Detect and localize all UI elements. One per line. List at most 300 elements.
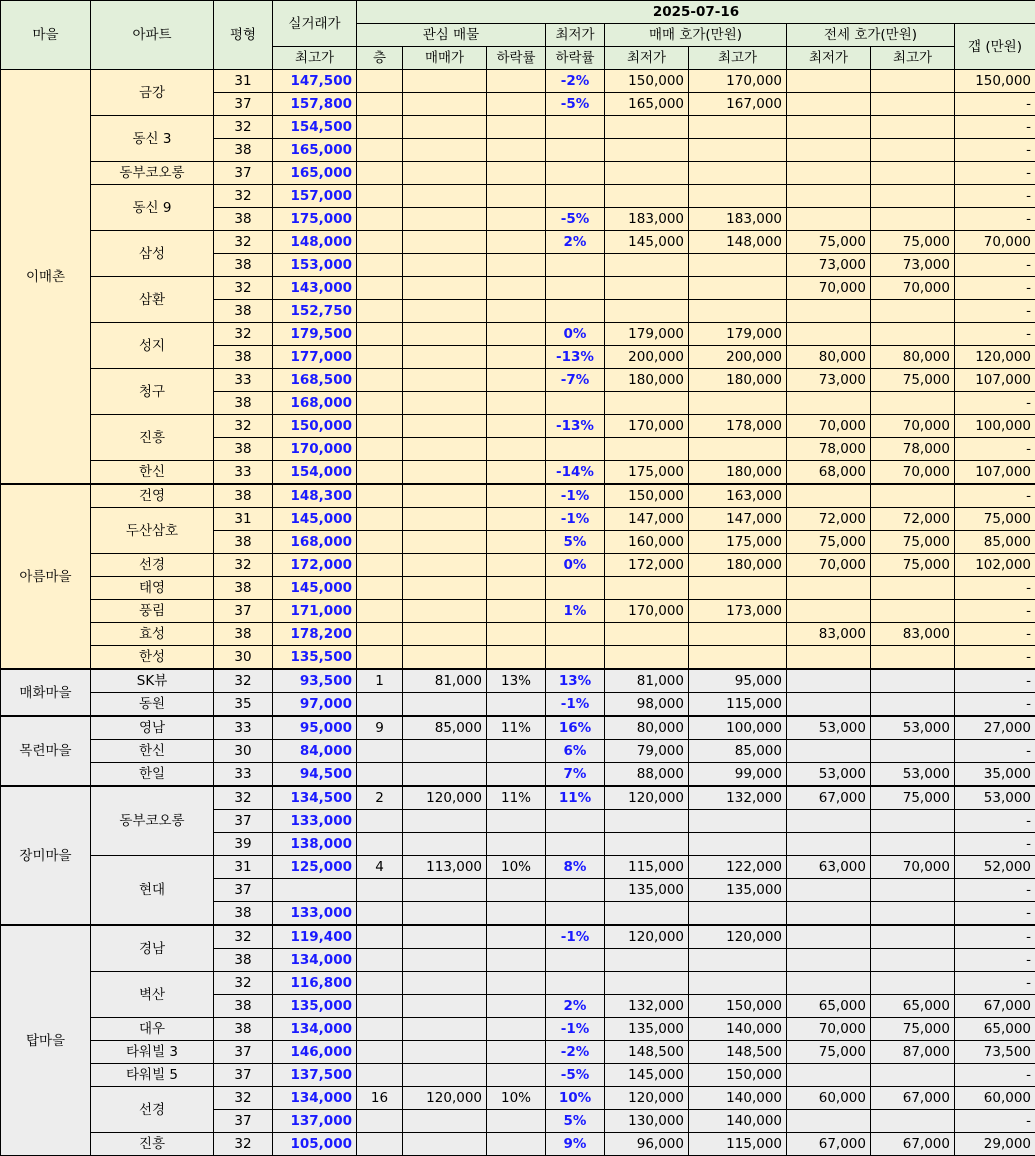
- real-trade-max-cell: 170,000: [273, 438, 357, 461]
- sale-min-cell: [605, 185, 689, 208]
- apartment-cell: 동부코오롱: [91, 786, 214, 856]
- floor-cell: [357, 392, 403, 415]
- floor-cell: [357, 461, 403, 485]
- sale-price-cell: [403, 902, 487, 926]
- apartment-cell: 영남: [91, 716, 214, 740]
- real-trade-max-cell: 154,500: [273, 116, 357, 139]
- jeonse-max-cell: 53,000: [871, 763, 955, 787]
- sale-price-cell: [403, 254, 487, 277]
- sale-min-cell: 81,000: [605, 669, 689, 693]
- sale-min-cell: [605, 833, 689, 856]
- sale-min-cell: 88,000: [605, 763, 689, 787]
- real-trade-max-cell: 97,000: [273, 693, 357, 717]
- jeonse-max-cell: 75,000: [871, 231, 955, 254]
- sale-min-cell: 135,000: [605, 1018, 689, 1041]
- table-row: [1, 116, 1035, 139]
- table-row: [1, 925, 1035, 949]
- drop-rate-cell: 11%: [487, 786, 546, 810]
- min-drop-rate-cell: [546, 254, 605, 277]
- sale-max-cell: 148,000: [689, 231, 787, 254]
- min-drop-rate-cell: [546, 810, 605, 833]
- sale-min-cell: 165,000: [605, 93, 689, 116]
- size-cell: 38: [214, 623, 273, 646]
- sale-price-cell: [403, 623, 487, 646]
- table-row: [1, 461, 1035, 485]
- min-drop-rate-cell: [546, 392, 605, 415]
- min-drop-rate-cell: [546, 277, 605, 300]
- floor-cell: [357, 554, 403, 577]
- floor-cell: [357, 231, 403, 254]
- gap-cell: 73,500: [955, 1041, 1035, 1064]
- sale-min-cell: 200,000: [605, 346, 689, 369]
- jeonse-max-cell: [871, 185, 955, 208]
- floor-cell: [357, 833, 403, 856]
- apartment-cell: 진흥: [91, 415, 214, 461]
- table-row: [1, 786, 1035, 810]
- size-cell: 32: [214, 323, 273, 346]
- sale-min-cell: 96,000: [605, 1133, 689, 1156]
- jeonse-max-cell: [871, 162, 955, 185]
- sale-price-cell: [403, 972, 487, 995]
- drop-rate-cell: [487, 1041, 546, 1064]
- size-cell: 33: [214, 461, 273, 485]
- gap-cell: -: [955, 277, 1035, 300]
- sale-min-cell: 175,000: [605, 461, 689, 485]
- jeonse-max-cell: 75,000: [871, 554, 955, 577]
- table-row: [1, 277, 1035, 300]
- header-sale-min: 최저가: [605, 47, 689, 70]
- sale-price-cell: [403, 162, 487, 185]
- jeonse-min-cell: 67,000: [787, 1133, 871, 1156]
- jeonse-max-cell: 80,000: [871, 346, 955, 369]
- gap-cell: 100,000: [955, 415, 1035, 438]
- drop-rate-cell: [487, 162, 546, 185]
- apartment-cell: 성지: [91, 323, 214, 369]
- table-row: [1, 231, 1035, 254]
- size-cell: 31: [214, 70, 273, 93]
- floor-cell: [357, 1018, 403, 1041]
- floor-cell: [357, 484, 403, 508]
- table-row: [1, 716, 1035, 740]
- size-cell: 37: [214, 1064, 273, 1087]
- jeonse-max-cell: 75,000: [871, 369, 955, 392]
- sale-max-cell: [689, 902, 787, 926]
- sale-max-cell: [689, 139, 787, 162]
- real-trade-max-cell: 119,400: [273, 925, 357, 949]
- table-row: [1, 554, 1035, 577]
- sale-price-cell: [403, 231, 487, 254]
- gap-cell: -: [955, 879, 1035, 902]
- min-drop-rate-cell: -5%: [546, 1064, 605, 1087]
- floor-cell: [357, 1133, 403, 1156]
- jeonse-max-cell: [871, 833, 955, 856]
- apartment-cell: 동원: [91, 693, 214, 717]
- header-interest-listing: 관심 매물: [357, 24, 546, 47]
- sale-max-cell: 175,000: [689, 531, 787, 554]
- sale-min-cell: 132,000: [605, 995, 689, 1018]
- sale-min-cell: 120,000: [605, 1087, 689, 1110]
- gap-cell: -: [955, 1064, 1035, 1087]
- drop-rate-cell: [487, 231, 546, 254]
- gap-cell: -: [955, 300, 1035, 323]
- gap-cell: 107,000: [955, 369, 1035, 392]
- jeonse-max-cell: [871, 70, 955, 93]
- apartment-cell: 동신 9: [91, 185, 214, 231]
- size-cell: 38: [214, 949, 273, 972]
- header-min-price-top: 최저가: [546, 24, 605, 47]
- jeonse-min-cell: [787, 323, 871, 346]
- jeonse-min-cell: [787, 740, 871, 763]
- min-drop-rate-cell: 13%: [546, 669, 605, 693]
- gap-cell: -: [955, 740, 1035, 763]
- sale-min-cell: [605, 254, 689, 277]
- floor-cell: [357, 531, 403, 554]
- apartment-cell: 금강: [91, 70, 214, 116]
- header-sale-quote: 매매 호가(만원): [605, 24, 787, 47]
- min-drop-rate-cell: -13%: [546, 415, 605, 438]
- real-trade-max-cell: 175,000: [273, 208, 357, 231]
- jeonse-max-cell: [871, 1110, 955, 1133]
- header-village: 마을: [1, 1, 91, 70]
- size-cell: 38: [214, 1018, 273, 1041]
- sale-min-cell: [605, 646, 689, 670]
- header-real-trade: 실거래가: [273, 1, 357, 47]
- jeonse-max-cell: 70,000: [871, 277, 955, 300]
- size-cell: 35: [214, 693, 273, 717]
- jeonse-min-cell: [787, 646, 871, 670]
- drop-rate-cell: [487, 139, 546, 162]
- real-trade-max-cell: 147,500: [273, 70, 357, 93]
- apartment-cell: 한일: [91, 763, 214, 787]
- drop-rate-cell: [487, 277, 546, 300]
- sale-max-cell: 135,000: [689, 879, 787, 902]
- header-jeonse-max: 최고가: [871, 47, 955, 70]
- min-drop-rate-cell: 5%: [546, 1110, 605, 1133]
- size-cell: 32: [214, 1087, 273, 1110]
- apartment-cell: 경남: [91, 925, 214, 972]
- sale-min-cell: [605, 623, 689, 646]
- real-trade-max-cell: 150,000: [273, 415, 357, 438]
- sale-max-cell: 120,000: [689, 925, 787, 949]
- table-row: [1, 484, 1035, 508]
- table-row: [1, 369, 1035, 392]
- real-trade-max-cell: 143,000: [273, 277, 357, 300]
- sale-max-cell: 132,000: [689, 786, 787, 810]
- real-trade-max-cell: 157,800: [273, 93, 357, 116]
- sale-min-cell: 145,000: [605, 1064, 689, 1087]
- jeonse-max-cell: 70,000: [871, 461, 955, 485]
- min-drop-rate-cell: -14%: [546, 461, 605, 485]
- real-trade-max-cell: 134,000: [273, 1018, 357, 1041]
- drop-rate-cell: [487, 346, 546, 369]
- real-trade-max-cell: 157,000: [273, 185, 357, 208]
- gap-cell: -: [955, 93, 1035, 116]
- size-cell: 32: [214, 277, 273, 300]
- jeonse-min-cell: [787, 139, 871, 162]
- sale-min-cell: [605, 139, 689, 162]
- sale-max-cell: 95,000: [689, 669, 787, 693]
- drop-rate-cell: [487, 554, 546, 577]
- size-cell: 31: [214, 856, 273, 879]
- floor-cell: [357, 208, 403, 231]
- jeonse-min-cell: [787, 879, 871, 902]
- sale-price-cell: [403, 438, 487, 461]
- drop-rate-cell: [487, 1110, 546, 1133]
- real-trade-max-cell: 134,000: [273, 949, 357, 972]
- jeonse-max-cell: 65,000: [871, 995, 955, 1018]
- min-drop-rate-cell: -2%: [546, 70, 605, 93]
- sale-max-cell: [689, 810, 787, 833]
- min-drop-rate-cell: -7%: [546, 369, 605, 392]
- sale-max-cell: 167,000: [689, 93, 787, 116]
- apartment-cell: 타워빌 5: [91, 1064, 214, 1087]
- table-body: [1, 70, 1035, 1156]
- apartment-cell: 선경: [91, 1087, 214, 1133]
- jeonse-min-cell: [787, 600, 871, 623]
- floor-cell: [357, 254, 403, 277]
- gap-cell: -: [955, 116, 1035, 139]
- real-trade-max-cell: 168,000: [273, 392, 357, 415]
- village-cell: 탑마을: [1, 925, 91, 1156]
- gap-cell: -: [955, 810, 1035, 833]
- apartment-cell: 대우: [91, 1018, 214, 1041]
- sale-price-cell: [403, 461, 487, 485]
- jeonse-min-cell: [787, 669, 871, 693]
- real-trade-max-cell: 135,000: [273, 995, 357, 1018]
- drop-rate-cell: [487, 623, 546, 646]
- jeonse-max-cell: 75,000: [871, 531, 955, 554]
- real-trade-max-cell: 133,000: [273, 810, 357, 833]
- sale-price-cell: [403, 833, 487, 856]
- gap-cell: 107,000: [955, 461, 1035, 485]
- jeonse-min-cell: [787, 162, 871, 185]
- jeonse-max-cell: 75,000: [871, 1018, 955, 1041]
- min-drop-rate-cell: 8%: [546, 856, 605, 879]
- jeonse-min-cell: [787, 484, 871, 508]
- drop-rate-cell: [487, 763, 546, 787]
- size-cell: 31: [214, 508, 273, 531]
- min-drop-rate-cell: [546, 949, 605, 972]
- sale-max-cell: [689, 438, 787, 461]
- sale-max-cell: 100,000: [689, 716, 787, 740]
- apartment-cell: 삼성: [91, 231, 214, 277]
- apartment-cell: 두산삼호: [91, 508, 214, 554]
- real-trade-max-cell: 154,000: [273, 461, 357, 485]
- jeonse-min-cell: 72,000: [787, 508, 871, 531]
- floor-cell: [357, 323, 403, 346]
- floor-cell: [357, 623, 403, 646]
- floor-cell: [357, 879, 403, 902]
- sale-price-cell: [403, 277, 487, 300]
- sale-min-cell: 150,000: [605, 70, 689, 93]
- table-row: [1, 763, 1035, 787]
- gap-cell: -: [955, 646, 1035, 670]
- size-cell: 32: [214, 925, 273, 949]
- drop-rate-cell: [487, 995, 546, 1018]
- real-trade-max-cell: 105,000: [273, 1133, 357, 1156]
- jeonse-max-cell: [871, 577, 955, 600]
- min-drop-rate-cell: [546, 300, 605, 323]
- sale-min-cell: 183,000: [605, 208, 689, 231]
- min-drop-rate-cell: 2%: [546, 995, 605, 1018]
- floor-cell: [357, 438, 403, 461]
- real-trade-max-cell: 172,000: [273, 554, 357, 577]
- min-drop-rate-cell: -1%: [546, 508, 605, 531]
- jeonse-max-cell: [871, 902, 955, 926]
- apartment-cell: 현대: [91, 856, 214, 926]
- real-trade-max-cell: 137,500: [273, 1064, 357, 1087]
- jeonse-min-cell: 70,000: [787, 415, 871, 438]
- gap-cell: -: [955, 600, 1035, 623]
- sale-max-cell: [689, 392, 787, 415]
- size-cell: 39: [214, 833, 273, 856]
- sale-max-cell: 148,500: [689, 1041, 787, 1064]
- jeonse-max-cell: 72,000: [871, 508, 955, 531]
- floor-cell: [357, 346, 403, 369]
- floor-cell: [357, 369, 403, 392]
- sale-max-cell: [689, 623, 787, 646]
- sale-max-cell: [689, 833, 787, 856]
- apartment-cell: 청구: [91, 369, 214, 415]
- min-drop-rate-cell: [546, 185, 605, 208]
- sale-max-cell: 180,000: [689, 369, 787, 392]
- sale-price-cell: [403, 925, 487, 949]
- floor-cell: [357, 995, 403, 1018]
- sale-min-cell: 148,500: [605, 1041, 689, 1064]
- drop-rate-cell: 10%: [487, 856, 546, 879]
- sale-price-cell: [403, 323, 487, 346]
- apartment-cell: 태영: [91, 577, 214, 600]
- sale-min-cell: [605, 810, 689, 833]
- min-drop-rate-cell: -1%: [546, 693, 605, 717]
- size-cell: 38: [214, 208, 273, 231]
- min-drop-rate-cell: 7%: [546, 763, 605, 787]
- size-cell: 38: [214, 392, 273, 415]
- gap-cell: -: [955, 208, 1035, 231]
- jeonse-min-cell: 53,000: [787, 763, 871, 787]
- sale-min-cell: [605, 116, 689, 139]
- size-cell: 32: [214, 1133, 273, 1156]
- header-floor: 층: [357, 47, 403, 70]
- jeonse-max-cell: 87,000: [871, 1041, 955, 1064]
- sale-price-cell: [403, 763, 487, 787]
- table-row: [1, 972, 1035, 995]
- sale-price-cell: 113,000: [403, 856, 487, 879]
- min-drop-rate-cell: [546, 139, 605, 162]
- header-jeonse-min: 최저가: [787, 47, 871, 70]
- real-trade-max-cell: 137,000: [273, 1110, 357, 1133]
- table-row: [1, 577, 1035, 600]
- gap-cell: 67,000: [955, 995, 1035, 1018]
- min-drop-rate-cell: -5%: [546, 93, 605, 116]
- min-drop-rate-cell: [546, 972, 605, 995]
- min-drop-rate-cell: [546, 879, 605, 902]
- jeonse-max-cell: [871, 669, 955, 693]
- sale-min-cell: 145,000: [605, 231, 689, 254]
- sale-price-cell: [403, 185, 487, 208]
- jeonse-min-cell: 80,000: [787, 346, 871, 369]
- sale-price-cell: [403, 646, 487, 670]
- size-cell: 37: [214, 1041, 273, 1064]
- apartment-cell: 타워빌 3: [91, 1041, 214, 1064]
- sale-max-cell: 180,000: [689, 461, 787, 485]
- jeonse-max-cell: [871, 93, 955, 116]
- jeonse-max-cell: [871, 972, 955, 995]
- size-cell: 32: [214, 554, 273, 577]
- size-cell: 37: [214, 600, 273, 623]
- size-cell: 38: [214, 531, 273, 554]
- jeonse-min-cell: 63,000: [787, 856, 871, 879]
- sale-min-cell: [605, 162, 689, 185]
- min-drop-rate-cell: -1%: [546, 925, 605, 949]
- jeonse-min-cell: 67,000: [787, 786, 871, 810]
- gap-cell: -: [955, 693, 1035, 717]
- drop-rate-cell: [487, 461, 546, 485]
- sale-price-cell: [403, 508, 487, 531]
- jeonse-min-cell: [787, 116, 871, 139]
- gap-cell: 27,000: [955, 716, 1035, 740]
- real-trade-max-cell: 179,500: [273, 323, 357, 346]
- drop-rate-cell: [487, 93, 546, 116]
- jeonse-max-cell: 83,000: [871, 623, 955, 646]
- header-sale-price: 매매가: [403, 47, 487, 70]
- floor-cell: [357, 1064, 403, 1087]
- village-cell: 장미마을: [1, 786, 91, 925]
- gap-cell: 65,000: [955, 1018, 1035, 1041]
- floor-cell: [357, 139, 403, 162]
- header-apartment: 아파트: [91, 1, 214, 70]
- min-drop-rate-cell: [546, 438, 605, 461]
- floor-cell: [357, 925, 403, 949]
- jeonse-min-cell: [787, 300, 871, 323]
- drop-rate-cell: [487, 1064, 546, 1087]
- drop-rate-cell: [487, 949, 546, 972]
- sale-price-cell: [403, 740, 487, 763]
- gap-cell: -: [955, 438, 1035, 461]
- header-gap: 갭 (만원): [955, 24, 1035, 70]
- jeonse-min-cell: 68,000: [787, 461, 871, 485]
- table-row: [1, 1087, 1035, 1110]
- size-cell: 32: [214, 415, 273, 438]
- min-drop-rate-cell: 6%: [546, 740, 605, 763]
- size-cell: 37: [214, 810, 273, 833]
- village-cell: 매화마을: [1, 669, 91, 716]
- floor-cell: [357, 162, 403, 185]
- sale-max-cell: 150,000: [689, 995, 787, 1018]
- sale-min-cell: 170,000: [605, 415, 689, 438]
- table-row: [1, 856, 1035, 879]
- header-sale-max: 최고가: [689, 47, 787, 70]
- real-trade-max-cell: 134,500: [273, 786, 357, 810]
- gap-cell: -: [955, 833, 1035, 856]
- floor-cell: [357, 740, 403, 763]
- sale-price-cell: [403, 415, 487, 438]
- jeonse-min-cell: [787, 1110, 871, 1133]
- min-drop-rate-cell: [546, 162, 605, 185]
- gap-cell: 53,000: [955, 786, 1035, 810]
- real-trade-max-cell: 134,000: [273, 1087, 357, 1110]
- gap-cell: -: [955, 577, 1035, 600]
- jeonse-min-cell: [787, 93, 871, 116]
- apartment-cell: 한신: [91, 461, 214, 485]
- gap-cell: 120,000: [955, 346, 1035, 369]
- apartment-cell: 한성: [91, 646, 214, 670]
- min-drop-rate-cell: 5%: [546, 531, 605, 554]
- table-row: [1, 162, 1035, 185]
- min-drop-rate-cell: 0%: [546, 554, 605, 577]
- gap-cell: -: [955, 254, 1035, 277]
- floor-cell: 1: [357, 669, 403, 693]
